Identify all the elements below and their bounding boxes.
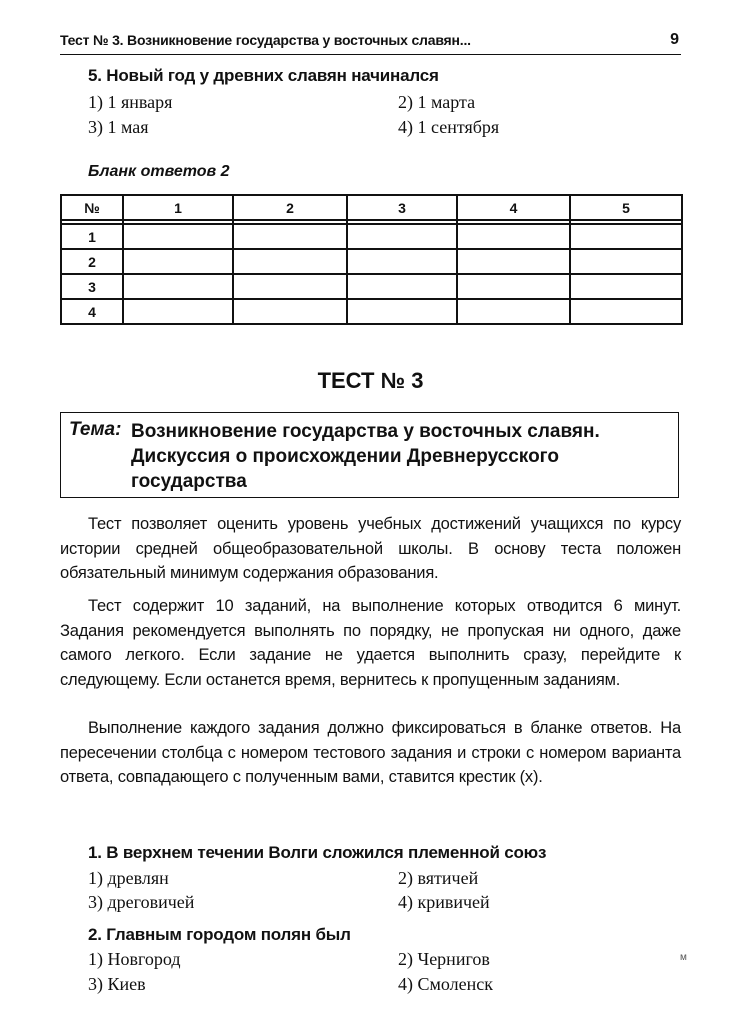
question-5-option-2: 2) 1 марта	[398, 92, 476, 112]
answer-cell[interactable]	[570, 224, 682, 249]
question-2-option-2: 2) Чернигов	[398, 949, 490, 969]
answer-cell[interactable]	[123, 274, 233, 299]
topic-text: Возникновение государства у восточных славян. Дискуссия о происхождении Древнерусского государства	[131, 421, 600, 492]
topic-label: Тема:	[69, 419, 122, 440]
instruction-paragraph-1: Тест позволяет оценить уровень учебных достижений учащихся по курсу истории средней общеобразовательной школы. В основу теста положен обязательный минимум содержания образования.	[60, 515, 681, 582]
page-number: 9	[670, 31, 679, 48]
answer-cell[interactable]	[123, 299, 233, 324]
question-1-option-4: 4) кривичей	[398, 892, 490, 912]
table-row	[61, 274, 682, 299]
question-1-title: 1. В верхнем течении Волги сложился племенной союз	[88, 843, 547, 862]
table-header-cell: 3	[347, 195, 457, 220]
instruction-paragraph-2: Тест содержит 10 заданий, на выполнение которых отводится 6 минут. Задания рекомендуется выполнять по порядку, не пропуская ни одного, даже самого легкого. Если задание не удается выполнить сразу, перейдите к следующему. Если останется время, вернитесь к пропущенным заданиям.	[60, 597, 681, 689]
running-title: Тест № 3. Возникновение государства у восточных славян...	[60, 32, 471, 48]
question-1-option-2: 2) вятичей	[398, 868, 479, 888]
question-5-option-3: 3) 1 мая	[88, 117, 149, 137]
question-2-option-3: 3) Киев	[88, 974, 146, 994]
question-5-option-1: 1) 1 января	[88, 92, 173, 112]
answer-cell[interactable]	[233, 224, 347, 249]
answer-cell[interactable]	[457, 299, 570, 324]
answer-cell[interactable]	[123, 224, 233, 249]
table-header-cell: 5	[570, 195, 682, 220]
row-number: 4	[61, 299, 123, 324]
margin-mark: м	[680, 952, 687, 963]
table-row	[61, 299, 682, 324]
running-head	[60, 28, 681, 55]
question-1-option-3: 3) дреговичей	[88, 892, 195, 912]
answer-cell[interactable]	[123, 249, 233, 274]
row-number: 2	[61, 249, 123, 274]
answer-cell[interactable]	[570, 249, 682, 274]
table-header-cell: 1	[123, 195, 233, 220]
question-2-option-1: 1) Новгород	[88, 949, 181, 969]
test-heading: ТЕСТ № 3	[317, 368, 424, 393]
table-header-cell: 2	[233, 195, 347, 220]
question-1-option-1: 1) древлян	[88, 868, 169, 888]
answer-cell[interactable]	[233, 274, 347, 299]
answer-sheet-label: Бланк ответов 2	[88, 163, 230, 180]
question-2-title: 2. Главным городом полян был	[88, 925, 351, 944]
table-header-row	[61, 195, 682, 220]
answer-cell[interactable]	[457, 249, 570, 274]
answer-cell[interactable]	[233, 249, 347, 274]
row-number: 3	[61, 274, 123, 299]
row-number: 1	[61, 224, 123, 249]
instruction-paragraph-3: Выполнение каждого задания должно фиксироваться в бланке ответов. На пересечении столбца с номером тестового задания и строки с номером варианта ответа, совпадающего с полученным вами, ставится крестик (х).	[60, 719, 681, 786]
table-row	[61, 224, 682, 249]
question-5-option-4: 4) 1 сентября	[398, 117, 500, 137]
table-header-cell: 4	[457, 195, 570, 220]
question-5-title: 5. Новый год у древних славян начинался	[88, 66, 439, 85]
answer-cell[interactable]	[347, 274, 457, 299]
answer-cell[interactable]	[570, 274, 682, 299]
answer-cell[interactable]	[347, 299, 457, 324]
topic-box	[60, 412, 679, 498]
answer-cell[interactable]	[233, 299, 347, 324]
answer-cell[interactable]	[347, 224, 457, 249]
answer-cell[interactable]	[457, 274, 570, 299]
table-header-cell: №	[61, 195, 123, 220]
answer-cell[interactable]	[347, 249, 457, 274]
table-row	[61, 249, 682, 274]
page	[60, 0, 681, 1024]
answer-cell[interactable]	[457, 224, 570, 249]
question-2-option-4: 4) Смоленск	[398, 974, 493, 994]
answer-cell[interactable]	[570, 299, 682, 324]
answer-table	[60, 194, 683, 325]
